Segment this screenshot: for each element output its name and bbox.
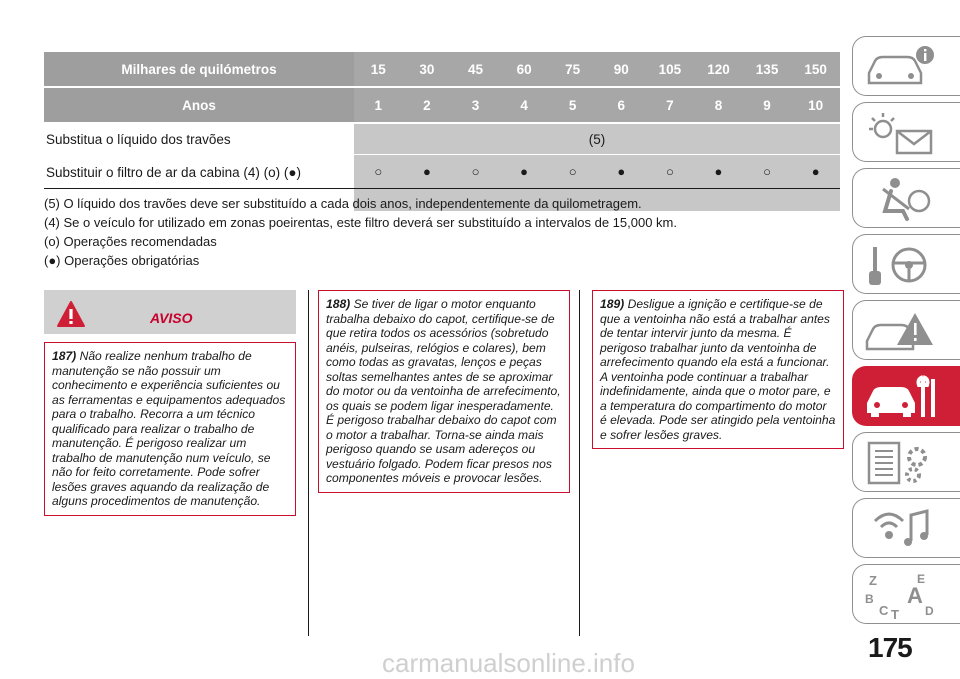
tab-multimedia[interactable] [852,498,960,558]
year-cell: 1 [354,88,403,124]
filter-mark: ● [403,154,452,211]
filter-mark: ● [791,154,840,211]
brake-fluid-label: Substitua o líquido dos travões [46,131,231,147]
filter-mark: ○ [646,154,695,211]
tab-lights-messages[interactable] [852,102,960,162]
warning-number: 187) [52,349,77,363]
year-cell: 8 [694,88,743,124]
years-row [44,88,840,124]
warning-189 [592,290,844,449]
year-cell: 4 [500,88,549,124]
index-letter: Z [869,573,877,588]
km-cell: 120 [694,52,743,88]
warning-column-1 [44,290,296,516]
filter-mark: ○ [548,154,597,211]
tab-emergency[interactable] [852,300,960,360]
tab-car-info[interactable] [852,36,960,96]
filter-mark: ○ [354,154,403,211]
tab-technical-data[interactable] [852,432,960,492]
warning-text: Não realize nenhum trabalho de manutenção se não possuir um conhecimento e experiência suficientes ou as ferramentas e equipamentos adequados para o trabalho. Recorra a um técnico qualificado para realizar o trabalho de manutenção. É perigoso realizar um trabalho de manutenção num veículo, se não for feito corretamente. Pode sofrer lesões graves aquando da realização de alguns procedimentos de manutenção. [52,349,286,508]
warning-number: 188) [326,297,351,311]
tab-index[interactable] [852,564,960,624]
brake-fluid-row [44,124,840,154]
index-letter: B [865,592,874,606]
footnotes [44,194,677,270]
filter-mark: ○ [451,154,500,211]
year-cell: 10 [791,88,840,124]
warning-column-3 [592,290,844,449]
year-cell: 2 [403,88,452,124]
index-letter: T [891,607,899,621]
year-cell: 5 [548,88,597,124]
km-cell: 30 [403,52,452,88]
years-row-label: Anos [44,88,354,124]
km-cell: 105 [646,52,695,88]
warning-triangle-icon [56,300,86,333]
index-letter: C [879,603,889,618]
cabin-filter-label: Substituir o filtro de ar da cabina (4) (o) (●) [44,154,354,211]
tab-maintenance[interactable] [852,366,960,426]
km-cell: 90 [597,52,646,88]
warning-column-2 [318,290,570,493]
year-cell: 9 [743,88,792,124]
watermark: carmanualsonline.info [382,648,635,678]
index-letter: D [925,604,934,618]
aviso-header [44,290,296,334]
footnote: (o) Operações recomendadas [44,234,217,249]
year-cell: 6 [597,88,646,124]
year-cell: 7 [646,88,695,124]
column-divider [579,290,580,636]
aviso-title: AVISO [150,310,193,326]
filter-mark: ● [597,154,646,211]
year-cell: 3 [451,88,500,124]
km-cell: 75 [548,52,597,88]
footnote: (4) Se o veículo for utilizado em zonas poeirentas, este filtro deverá ser substituído a intervalos de 15,000 km. [44,215,678,230]
footnote: (●) Operações obrigatórias [44,253,200,268]
warning-188 [318,290,570,493]
brake-fluid-note: (5) [354,124,840,154]
footnote: (5) O líquido dos travões deve ser substituído a cada dois anos, independentemente da quilometragem. [44,196,642,211]
table-divider [44,188,840,189]
km-row-label: Milhares de quilómetros [44,52,354,88]
km-cell: 60 [500,52,549,88]
filter-mark: ● [500,154,549,211]
warning-number: 189) [600,297,625,311]
tab-starting-driving[interactable] [852,234,960,294]
index-letter: A [907,583,923,608]
filter-mark: ● [694,154,743,211]
warning-187 [44,342,296,516]
column-divider [308,290,309,636]
warning-text: Desligue a ignição e certifique-se de que a ventoinha não está a trabalhar antes de tentar intervir junto da mesma. É perigoso trabalhar junto da ventoinha de arrefecimento quando ela está a funcionar. A ventoinha pode continuar a trabalhar indefinidamente, ainda que o motor pare, e a temperatura do compartimento do motor é elevada. Pode ser atingido pela ventoinha e sofrer lesões graves. [600,297,836,442]
km-row [44,52,840,88]
page-number: 175 [868,632,912,663]
km-cell: 15 [354,52,403,88]
km-cell: 45 [451,52,500,88]
km-cell: 150 [791,52,840,88]
km-cell: 135 [743,52,792,88]
tab-safety[interactable] [852,168,960,228]
filter-mark: ○ [743,154,792,211]
index-letter: E [917,572,926,586]
warning-text: Se tiver de ligar o motor enquanto trabalha debaixo do capot, certifique-se de que retira todos os acessórios (sobretudo anéis, pulseiras, relógios e colares), bem como todas as gravatas, lenços e peças soltas semelhantes antes de se aproximar do motor ou da ventoinha de arrefecimento, os quais se podem ligar inesperadamente. É perigoso trabalhar debaixo do capot com o motor a trabalhar. Torna-se ainda mais perigoso quando se usam adereços ou vestuário folgado. Podem ficar presos nos componentes móveis e provocar lesões. [326,297,561,485]
